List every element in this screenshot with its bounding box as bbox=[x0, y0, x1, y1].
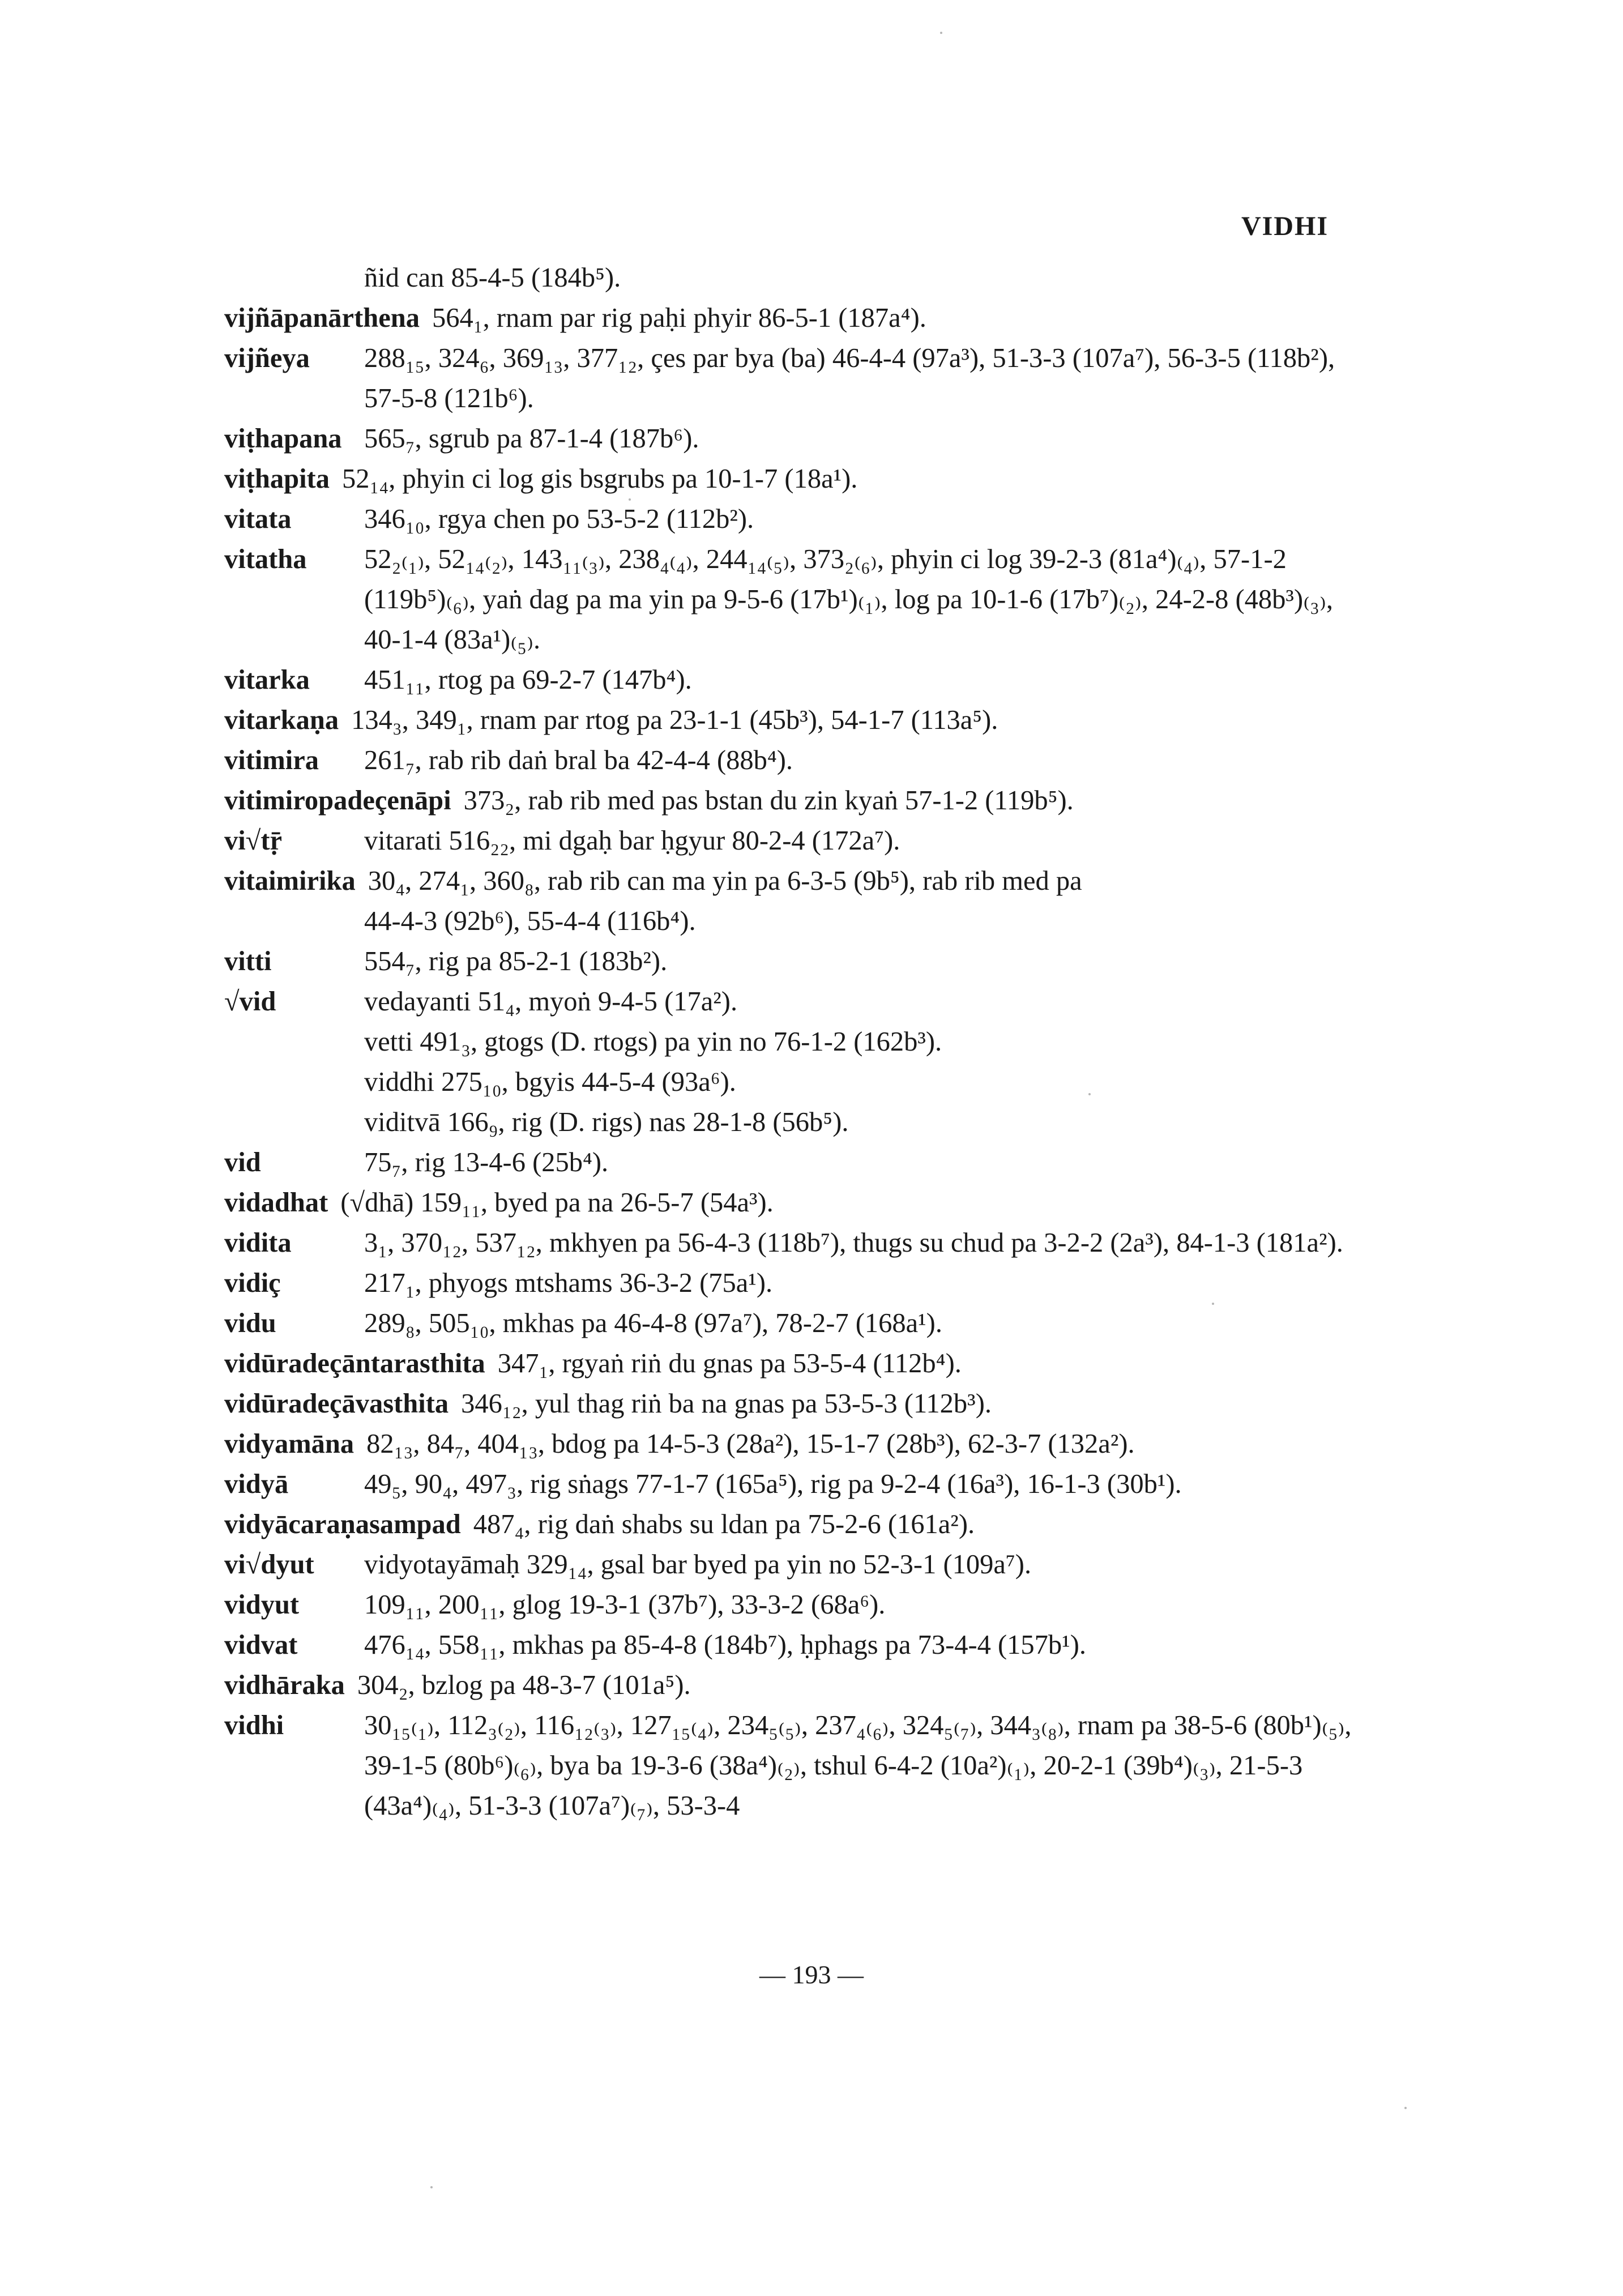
entry bbox=[224, 419, 1363, 459]
entry bbox=[224, 740, 1363, 780]
entry bbox=[224, 499, 1363, 539]
entry-text: 52₁₄, phyin ci log gis bsgrubs pa 10-1-7 (18a¹). bbox=[341, 464, 858, 494]
entry-text: 30₄, 274₁, 360₈, rab rib can ma yin pa 6-3-5 (9b⁵), rab rib med pa bbox=[368, 866, 1082, 896]
headword: vitarkaṇa bbox=[224, 705, 339, 735]
entry-text: 487₄, rig daṅ shabs su ldan pa 75-2-6 (161a²). bbox=[473, 1509, 975, 1539]
entry bbox=[224, 539, 1363, 660]
entry-text: vidyotayāmaḥ 329₁₄, gsal bar byed pa yin no 52-3-1 (109a⁷). bbox=[364, 1550, 1032, 1580]
headword: vidu bbox=[224, 1308, 276, 1338]
entry-text: 75₇, rig 13-4-6 (25b⁴). bbox=[364, 1147, 609, 1177]
entry-text: 109₁₁, 200₁₁, glog 19-3-1 (37b⁷), 33-3-2 (68a⁶). bbox=[364, 1590, 886, 1620]
headword: vitti bbox=[224, 946, 272, 976]
entry-text: 49₅, 90₄, 497₃, rig sṅags 77-1-7 (165a⁵), rig pa 9-2-4 (16a³), 16-1-3 (30b¹). bbox=[364, 1469, 1182, 1499]
entry-text: 261₇, rab rib daṅ bral ba 42-4-4 (88b⁴). bbox=[364, 745, 793, 775]
entry bbox=[224, 1142, 1363, 1183]
entry-continuation: 44-4-3 (92b⁶), 55-4-4 (116b⁴). bbox=[364, 906, 696, 936]
headword: vijñāpanārthena bbox=[224, 303, 420, 333]
entry bbox=[224, 1263, 1363, 1303]
entry bbox=[224, 821, 1363, 861]
entry-text: 289₈, 505₁₀, mkhas pa 46-4-8 (97a⁷), 78-2-7 (168a¹). bbox=[364, 1308, 942, 1338]
entry-text: 52₂₍₁₎, 52₁₄₍₂₎, 143₁₁₍₃₎, 238₄₍₄₎, 244₁₄₍₅₎, 373₂₍₆₎, phyin ci log 39-2-3 (81a⁴)₍₄₎, 57-1-2 (119b⁵)₍₆₎, yaṅ dag pa ma yin pa 9-5-6 (17b¹)₍₁₎, log pa 10-1-6 (17b⁷)₍₂₎, 24-2-8 (48b³)₍₃₎, 40-1-4 (83a¹)₍₅₎. bbox=[364, 544, 1333, 655]
headword: vi√tṝ bbox=[224, 826, 283, 856]
entry bbox=[224, 780, 1363, 821]
headword: vidyācaraṇasampad bbox=[224, 1509, 461, 1539]
entry bbox=[224, 660, 1363, 700]
headword: vidvat bbox=[224, 1630, 298, 1660]
entry-continuation: vetti 491₃, gtogs (D. rtogs) pa yin no 76-1-2 (162b³). bbox=[364, 1027, 942, 1057]
headword: vitimiropadeçenāpi bbox=[224, 786, 451, 816]
entry-text: 451₁₁, rtog pa 69-2-7 (147b⁴). bbox=[364, 665, 692, 695]
entry bbox=[224, 1464, 1363, 1504]
entry bbox=[224, 1504, 1363, 1544]
entry bbox=[224, 700, 1363, 740]
headword: vidūradeçāntarasthita bbox=[224, 1348, 485, 1379]
entry-text: 304₂, bzlog pa 48-3-7 (101a⁵). bbox=[357, 1670, 691, 1700]
entry-continuation: viddhi 275₁₀, bgyis 44-5-4 (93a⁶). bbox=[364, 1067, 736, 1097]
entry bbox=[224, 1384, 1363, 1424]
headword: vidhāraka bbox=[224, 1670, 345, 1700]
entry bbox=[224, 1424, 1363, 1464]
entry bbox=[224, 1183, 1363, 1223]
headword: vi√dyut bbox=[224, 1550, 314, 1580]
entry bbox=[224, 1223, 1363, 1263]
entry-text: 30₁₅₍₁₎, 112₃₍₂₎, 116₁₂₍₃₎, 127₁₅₍₄₎, 234₅₍₅₎, 237₄₍₆₎, 324₅₍₇₎, 344₃₍₈₎, rnam pa 38-5-6 (80b¹)₍₅₎, 39-1-5 (80b⁶)₍₆₎, bya ba 19-3-6 (38a⁴)₍₂₎, tshul 6-4-2 (10a²)₍₁₎, 20-2-1 (39b⁴)₍₃₎, 21-5-3 (43a⁴)₍₄₎, 51-3-3 (107a⁷)₍₇₎, 53-3-4 bbox=[364, 1710, 1352, 1821]
entry bbox=[224, 298, 1363, 338]
entry-text: 476₁₄, 558₁₁, mkhas pa 85-4-8 (184b⁷), ḥphags pa 73-4-4 (157b¹). bbox=[364, 1630, 1086, 1660]
paper-speck bbox=[1404, 2107, 1407, 2109]
entry-continuation: ñid can 85-4-5 (184b⁵). bbox=[364, 263, 621, 293]
headword: vid bbox=[224, 1147, 261, 1177]
entry-text: 82₁₃, 84₇, 404₁₃, bdog pa 14-5-3 (28a²), 15-1-7 (28b³), 62-3-7 (132a²). bbox=[366, 1429, 1135, 1459]
headword: vidadhat bbox=[224, 1188, 328, 1218]
entry bbox=[224, 1625, 1363, 1665]
entry-text: 288₁₅, 324₆, 369₁₃, 377₁₂, çes par bya (ba) 46-4-4 (97a³), 51-3-3 (107a⁷), 56-3-5 (118b²), 57-5-8 (121b⁶). bbox=[364, 343, 1335, 413]
headword: vidhi bbox=[224, 1710, 284, 1740]
paper-speck bbox=[1212, 1303, 1214, 1305]
headword: √vid bbox=[224, 987, 276, 1017]
headword: vidiç bbox=[224, 1268, 281, 1298]
entry bbox=[224, 338, 1363, 419]
headword: vidyā bbox=[224, 1469, 289, 1499]
entry-text: 564₁, rnam par rig paḥi phyir 86-5-1 (187a⁴). bbox=[432, 303, 926, 333]
headword: vidyamāna bbox=[224, 1429, 355, 1459]
entry bbox=[224, 459, 1363, 499]
headword: vijñeya bbox=[224, 343, 310, 373]
entry-text: 347₁, rgyaṅ riṅ du gnas pa 53-5-4 (112b⁴). bbox=[497, 1348, 962, 1379]
entry-list bbox=[224, 258, 1363, 1826]
entry-continuation: viditvā 166₉, rig (D. rigs) nas 28-1-8 (56b⁵). bbox=[364, 1107, 849, 1137]
headword: vitaimirika bbox=[224, 866, 356, 896]
entry-text: 346₁₂, yul thag riṅ ba na gnas pa 53-5-3 (112b³). bbox=[461, 1389, 992, 1419]
headword: vitarka bbox=[224, 665, 310, 695]
entry-text: 217₁, phyogs mtshams 36-3-2 (75a¹). bbox=[364, 1268, 773, 1298]
headword: vitata bbox=[224, 504, 292, 534]
paper-speck bbox=[430, 2186, 433, 2188]
entry bbox=[224, 1343, 1363, 1384]
entry-text: 346₁₀, rgya chen po 53-5-2 (112b²). bbox=[364, 504, 754, 534]
paper-speck bbox=[1088, 1093, 1091, 1095]
running-head: VIDHI bbox=[1241, 211, 1329, 241]
entry-text: (√dhā) 159₁₁, byed pa na 26-5-7 (54a³). bbox=[340, 1188, 774, 1218]
entry-text: 3₁, 370₁₂, 537₁₂, mkhyen pa 56-4-3 (118b⁷), thugs su chud pa 3-2-2 (2a³), 84-1-3 (181a²). bbox=[364, 1228, 1343, 1258]
entry-text: 565₇, sgrub pa 87-1-4 (187b⁶). bbox=[364, 424, 699, 454]
entry bbox=[224, 1705, 1363, 1826]
headword: vidita bbox=[224, 1228, 292, 1258]
entry-text: vitarati 516₂₂, mi dgaḥ bar ḥgyur 80-2-4 (172a⁷). bbox=[364, 826, 900, 856]
entry-text: vedayanti 51₄, myoṅ 9-4-5 (17a²). bbox=[364, 987, 738, 1017]
entry-text: 373₂, rab rib med pas bstan du zin kyaṅ 57-1-2 (119b⁵). bbox=[463, 786, 1074, 816]
headword: vidūradeçāvasthita bbox=[224, 1389, 449, 1419]
paper-speck bbox=[940, 32, 942, 34]
entry-text: 134₃, 349₁, rnam par rtog pa 23-1-1 (45b³), 54-1-7 (113a⁵). bbox=[351, 705, 998, 735]
headword: vitimira bbox=[224, 745, 319, 775]
entry bbox=[224, 1585, 1363, 1625]
entry bbox=[224, 941, 1363, 981]
page-number: — 193 — bbox=[759, 1960, 864, 1989]
entry bbox=[224, 981, 1363, 1022]
paper-speck bbox=[629, 498, 631, 501]
entry bbox=[224, 861, 1363, 901]
headword: vidyut bbox=[224, 1590, 300, 1620]
entry bbox=[224, 1303, 1363, 1343]
entry bbox=[224, 1665, 1363, 1705]
headword: viṭhapana bbox=[224, 424, 342, 454]
headword: viṭhapita bbox=[224, 464, 330, 494]
headword: vitatha bbox=[224, 544, 307, 574]
entry bbox=[224, 1544, 1363, 1585]
entry-text: 554₇, rig pa 85-2-1 (183b²). bbox=[364, 946, 668, 976]
